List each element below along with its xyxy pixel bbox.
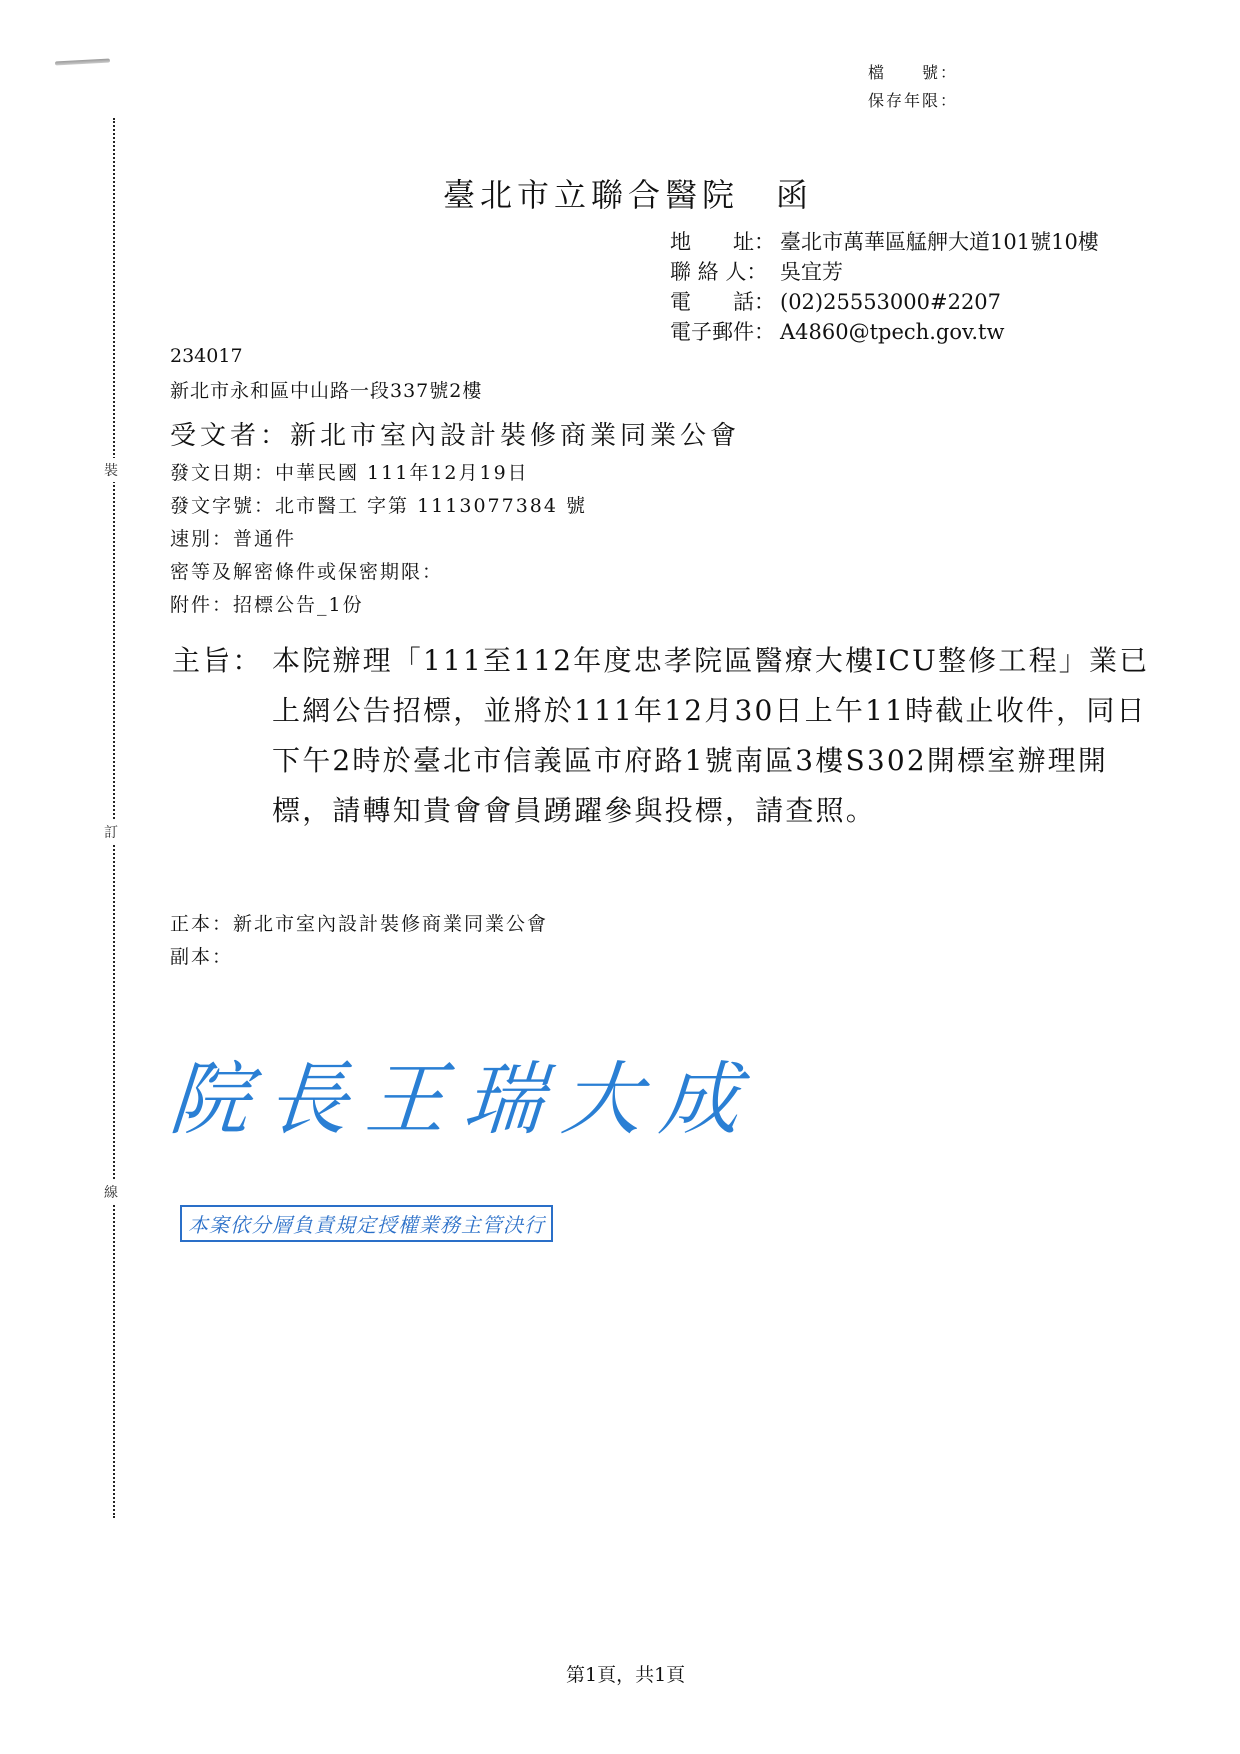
phone-label: 電 話： <box>670 290 775 314</box>
contact-email-row <box>670 317 1099 347</box>
address-label: 地 址： <box>670 230 775 254</box>
doc-number: 北市醫工 字第 1113077384 號 <box>275 495 588 517</box>
original-copy-row <box>170 908 548 941</box>
subject-text: 本院辦理「111至112年度忠孝院區醫療大樓ICU整修工程」業已上網公告招標，並將於111年12月30日上午11時截止收件，同日下午2時於臺北市信義區市府路1號南區3樓S302開標室辦理開標，請轉知貴會會員踴躍參與投標，請查照。 <box>272 644 1150 827</box>
person-label: 聯 絡 人： <box>670 260 768 284</box>
email-label: 電子郵件： <box>670 320 775 344</box>
attachment-row <box>170 589 587 622</box>
binding-mark-line: 線 <box>104 1180 118 1204</box>
issue-date: 中華民國 111年12月19日 <box>275 462 529 484</box>
authorization-stamp: 本案依分層負責規定授權業務主管決行 <box>180 1205 553 1242</box>
attachment-value: 招標公告_1份 <box>233 594 364 616</box>
binding-line <box>113 118 115 1518</box>
original-copy-value: 新北市室內設計裝修商業同業公會 <box>233 913 549 935</box>
attachment-label: 附件： <box>170 594 234 616</box>
meta-block <box>170 457 587 622</box>
subject-block <box>172 636 1172 896</box>
recipient-name: 新北市室內設計裝修商業同業公會 <box>290 421 741 451</box>
doc-number-row <box>170 490 587 523</box>
person-value: 吳宜芳 <box>780 260 843 284</box>
scan-artifact <box>55 59 110 66</box>
file-number-label: 檔 號： <box>868 63 959 82</box>
speed-label: 速別： <box>170 528 234 550</box>
postal-code: 234017 <box>170 345 243 367</box>
retention-period-label: 保存年限： <box>868 91 959 110</box>
issue-date-label: 發文日期： <box>170 462 276 484</box>
document-title: 臺北市立聯合醫院 函 <box>443 176 814 214</box>
duplicate-copy-label: 副本： <box>170 946 234 968</box>
contact-address-row <box>670 227 1099 257</box>
phone-value: (02)25553000#2207 <box>780 290 1002 314</box>
contact-block <box>670 227 1099 347</box>
speed-value: 普通件 <box>233 528 297 550</box>
original-copy-label: 正本： <box>170 913 234 935</box>
page-number: 第1頁，共1頁 <box>566 1664 686 1686</box>
duplicate-copy-row <box>170 941 548 974</box>
secrecy-label: 密等及解密條件或保密期限： <box>170 561 444 583</box>
binding-mark-staple: 訂 <box>104 820 118 844</box>
director-signature: 院長王瑞大成 <box>166 1053 761 1146</box>
recipient-label: 受文者： <box>170 421 291 451</box>
address-value: 臺北市萬華區艋舺大道101號10樓 <box>780 230 1099 254</box>
doc-number-label: 發文字號： <box>170 495 276 517</box>
copies-block <box>170 908 548 974</box>
recipient-line <box>170 415 740 452</box>
speed-row <box>170 523 587 556</box>
issue-date-row <box>170 457 587 490</box>
email-value: A4860@tpech.gov.tw <box>780 320 1005 344</box>
contact-person-row <box>670 257 1099 287</box>
contact-phone-row <box>670 287 1099 317</box>
recipient-address: 新北市永和區中山路一段337號2樓 <box>170 380 483 402</box>
secrecy-row <box>170 556 587 589</box>
binding-mark-bind: 裝 <box>104 458 118 482</box>
subject-label: 主旨： <box>172 644 263 677</box>
